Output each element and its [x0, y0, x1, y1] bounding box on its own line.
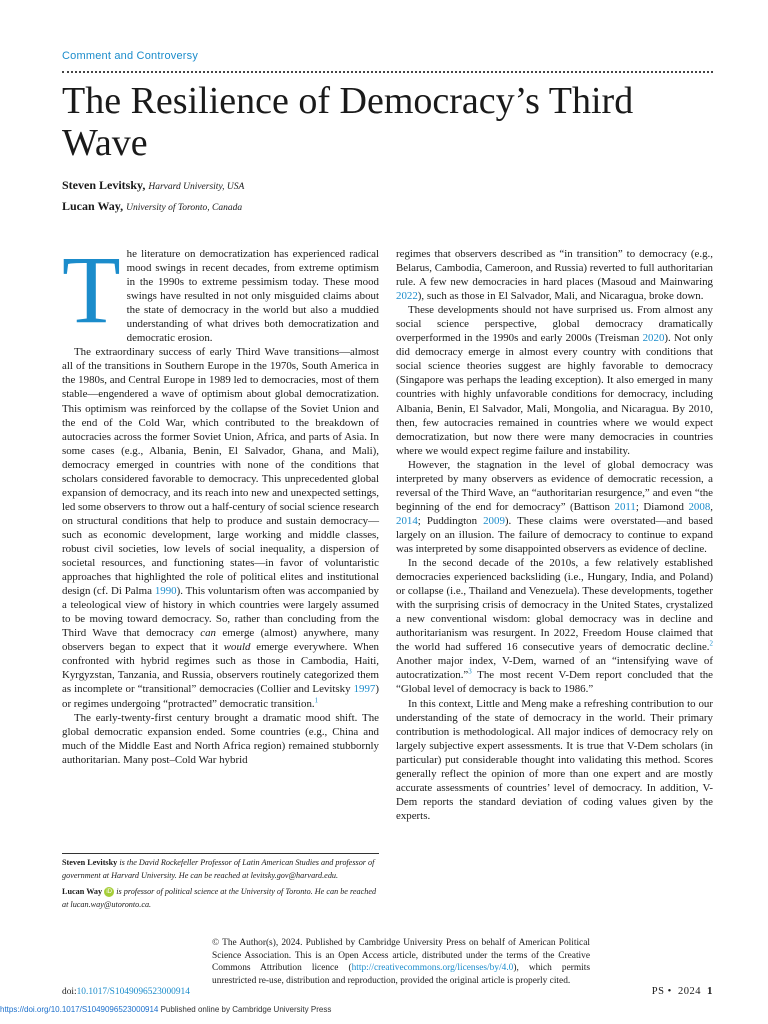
paragraph-text: he literature on democratization has experienced radical mood swings in recent decades, from extreme optimism in the 1990s to extreme pessimism today. These mood swings have resulted in not only misguided claims about the state of democracy in the world but also a muddied understanding of what drives both democratization and democratic erosion.	[126, 248, 379, 345]
author-note-text: is professor of political science at the University of Toronto. He can be reached at lucan.way@utoronto.ca.	[62, 887, 377, 909]
citation-link[interactable]: 2009	[483, 514, 505, 527]
paragraph-text: These developments should not have surprised us. From almost any social science perspective, global democracy dramatically overperformed in the 1990s and early 2000s (Treisman	[396, 304, 713, 345]
article-title: The Resilience of Democracy’s Third Wave	[62, 80, 634, 164]
author-note-name: Steven Levitsky	[62, 858, 118, 867]
paragraph-text: regimes that observers described as “in transition” to democracy (e.g., Belarus, Cambodia, Cameroon, and Russia) reverted to full authoritarian rule. A few new democracies in hard places (Masoud and Mainwaring	[396, 248, 713, 289]
paragraph-text: ). This voluntarism often was accompanied by a teleological view of history in which countries were largely assumed to be moving toward democracy. So, rather than concluding from the Third Wave that democracy	[62, 585, 380, 640]
paragraph	[62, 345, 379, 710]
paragraph-text: ) or regimes undergoing “protracted” democratic transition.	[62, 683, 379, 710]
published-online-line	[0, 1005, 331, 1014]
footnote-divider	[62, 853, 379, 854]
paragraph-text: emerge (almost) anywhere, many observers began to expect that it	[62, 627, 379, 654]
author-line	[62, 197, 244, 218]
author-note	[62, 857, 379, 882]
paragraph	[396, 247, 713, 303]
author-affiliation: University of Toronto, Canada	[126, 203, 243, 213]
citation-link[interactable]: 2020	[642, 332, 665, 345]
doi-link[interactable]: 10.1017/S1049096523000914	[76, 987, 190, 997]
paragraph	[396, 556, 713, 696]
journal-year: 2024	[678, 986, 701, 997]
paragraph	[396, 697, 713, 823]
paragraph-text: ,	[710, 500, 713, 513]
citation-link[interactable]: 2011	[614, 500, 636, 513]
paragraph-text: ; Puddington	[417, 514, 484, 527]
paragraph	[62, 236, 379, 345]
drop-cap: T	[62, 236, 121, 343]
citation-link[interactable]: 2022	[396, 290, 418, 303]
section-label: Comment and Controversy	[62, 50, 199, 62]
author-list	[62, 176, 244, 218]
paragraph	[396, 458, 713, 556]
author-note-name: Lucan Way	[62, 887, 103, 896]
author-note	[62, 886, 379, 911]
paragraph-text: In this context, Little and Meng make a refreshing contribution to our understanding of the state of democracy in the world. Their primary contribution is methodological. All major indices of democracy rely on largely subjective expert assessments. It is true that V-Dem scholars (in particular) put considerable thought into validating this method. Scores generally reflect the opinion of more than one expert and are mostly accurate assessments of countries’ level of democracy. In addition, V-Dem reports the standard deviation of coding values given by the experts.	[396, 697, 713, 822]
license-link[interactable]: http://creativecommons.org/licenses/by/4.0	[351, 963, 514, 974]
doi-line	[62, 987, 190, 997]
published-online-text: Published online by Cambridge University Press	[158, 1005, 332, 1014]
journal-name: PS •	[651, 986, 672, 997]
copyright-text: ), which permits unrestricted re-use, distribution and reproduction, provided the original article is properly cited.	[212, 963, 591, 987]
page-footer	[652, 985, 713, 997]
emphasis: can	[200, 627, 216, 640]
orcid-icon[interactable]: iD	[104, 887, 114, 897]
left-column	[62, 236, 380, 767]
author-name: Steven Levitsky,	[62, 178, 146, 192]
header-rule	[62, 71, 713, 73]
citation-link[interactable]: 2014	[396, 514, 418, 527]
emphasis: would	[223, 641, 251, 654]
paragraph-text: ), such as those in El Salvador, Mali, and Nicaragua, broke down.	[417, 290, 704, 303]
copyright-text: © The Author(s), 2024. Published by Cambridge University Press on behalf of American Political Science Association. This is an Open Access article, distributed under the terms of the Creative Commons Attribution licence (	[212, 938, 590, 974]
footnote-marker[interactable]: 2	[709, 639, 713, 648]
paragraph-text: ). Not only did democracy emerge in almost every country with conditions that social science theories suggest are highly favorable to democracy (Singapore was perhaps the leading exception). It also emerged in many countries with highly unfavorable conditions for democracy, including Albania, Benin, El Salvador, Mali, Mongolia, and Nicaragua. By 2010, then, few autocracies remained in countries where we would expect democratization, but now there were many democracies in countries where we would expect regime failure and instability.	[396, 332, 713, 457]
right-column	[396, 247, 713, 823]
paragraph	[62, 711, 379, 767]
citation-link[interactable]: 1997	[353, 683, 376, 696]
footnote-marker[interactable]: 1	[314, 695, 319, 704]
author-line	[62, 176, 244, 197]
paragraph-text: The extraordinary success of early Third Wave transitions—almost all of the transitions in Southern Europe in the 1970s, South America in the 1980s, and Central Europe in 1989 led to democracies, most of them stable—engendered a wave of optimism about global democratization. This optimism was reinforced by the collapse of the Soviet Union and the end of the Cold War, which contributed to the breakdown of autocracies across the former Soviet Union, Africa, and parts of Asia. In some cases (e.g., Albania, Benin, El Salvador, Ghana, and Mali), democracy emerged in countries with none of the conditions that scholars considered favorable to democracy. This unprecedented global expansion of democracy, and its reach into new and unexpected settings, led some observers to throw out a half-century of social science research on structural conditions that help to produce and sustain democracy—such as economic development, large working and middle classes, robust civil societies, low levels of social inequality, a dispersion of societal resources, and functioning states—in favor of voluntaristic approaches that highlighted the role of political elites and institutional design (cf. Di Palma	[62, 346, 379, 598]
paragraph-text: The early-twenty-first century brought a dramatic mood shift. The global democratic expansion ended. Some countries (e.g., China and much of the Middle East and North Africa region) remained stubbornly authoritarian. Many post–Cold War hybrid	[62, 711, 379, 766]
footnote-marker[interactable]: 3	[468, 667, 472, 676]
paragraph-text: emerge everywhere. When confronted with hybrid regimes such as those in Cambodia, Haiti, Kyrgyzstan, Tanzania, and Russia, observers routinely categorized them as incomplete or “transitional” democracies (Collier and Levitsky	[62, 641, 379, 696]
author-name: Lucan Way,	[62, 199, 124, 213]
citation-link[interactable]: 2008	[688, 500, 711, 513]
paragraph-text: ). These claims were overstated—and based largely on an illusion. The failure of democracy to continue to expand was interpreted by some disappointed observers as evidence of decline.	[396, 514, 713, 555]
author-affiliation: Harvard University, USA	[148, 182, 245, 192]
doi-url-link[interactable]: https://doi.org/10.1017/S1049096523000914	[0, 1005, 159, 1014]
paragraph-text: The most recent V-Dem report concluded that the “Global level of democracy is back to 1986.”	[396, 669, 713, 696]
citation-link[interactable]: 1990	[154, 585, 177, 598]
doi-prefix: doi:	[62, 987, 77, 997]
author-note-text: is the David Rockefeller Professor of Latin American Studies and professor of government at Harvard University. He can be reached at levitsky.gov@harvard.edu.	[62, 858, 375, 880]
paragraph-text: ; Diamond	[635, 500, 689, 513]
paragraph	[396, 303, 713, 458]
paragraph-text: Another major index, V-Dem, warned of an “intensifying wave of autocratization.”	[396, 655, 713, 682]
paragraph-text: However, the stagnation in the level of global democracy was interpreted by many observers as evidence of democratic recession, a reversal of the Third Wave, an “authoritarian resurgence,” and even “the beginning of the end for democracy” (Battison	[396, 458, 713, 513]
copyright-notice	[212, 937, 590, 988]
author-notes	[62, 857, 379, 915]
paragraph-text: In the second decade of the 2010s, a few relatively established democracies experienced backsliding (i.e., Hungary, India, and Poland) or collapse (i.e., Thailand and Venezuela). These developments, together with the surprising crisis of democracy in the United States, crystalized a new conventional wisdom: global democracy was in decline and authoritarianism was resurgent. In 2022, Freedom House claimed that the world had suffered 16 consecutive years of democratic decline.	[396, 557, 713, 654]
page-number: 1	[707, 985, 713, 997]
